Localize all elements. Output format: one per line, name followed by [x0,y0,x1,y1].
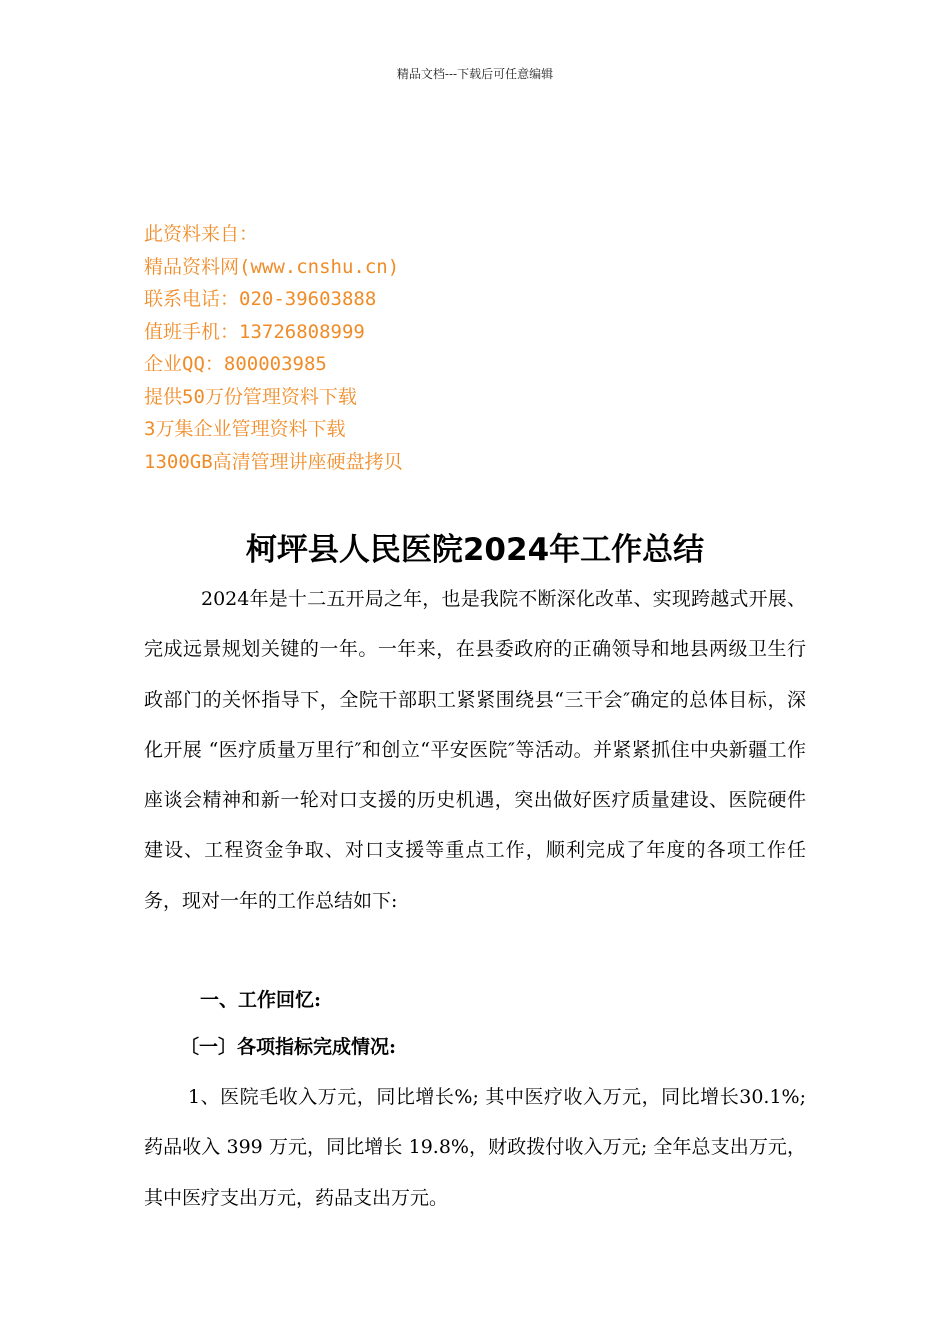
header-note: 精品文档---下载后可任意编辑 [396,67,554,81]
source-line: 值班手机：13726808999 [144,320,365,343]
source-line: 提供50万份管理资料下载 [144,385,357,408]
indicator-paragraph: 1、医院毛收入万元，同比增长%; 其中医疗收入万元，同比增长30.1%; 药品收入 399 万元，同比增长 19.8%，财政拨付收入万元; 全年总支出万元，其中医疗支出万元，药品支出万元。 [144,1086,806,1209]
source-line: 此资料来自： [144,223,259,245]
source-line: 联系电话：020-39603888 [144,288,377,310]
source-info-block [144,218,804,478]
subsection-heading: 〔一〕各项指标完成情况: [180,1036,397,1058]
source-line: 精品资料网(www.cnshu.cn) [144,255,400,278]
source-line: 1300GB高清管理讲座硬盘拷贝 [144,450,403,473]
section-heading: 一、工作回忆: [200,989,322,1011]
source-line: 企业QQ：800003985 [144,353,327,375]
intro-paragraph: 2024年是十二五开局之年，也是我院不断深化改革、实现跨越式开展、完成远景规划关键的一年。一年来，在县委政府的正确领导和地县两级卫生行政部门的关怀指导下，全院干部职工紧紧围绕县“三干会″确定的总体目标，深化开展 “医疗质量万里行″和创立“平安医院″等活动。并紧紧抓住中央新疆工作座谈会精神和新一轮对口支援的历史机遇，突出做好医疗质量建设、医院硬件建设、工程资金争取、对口支援等重点工作，顺利完成了年度的各项工作任务，现对一年的工作总结如下: [144,588,806,912]
document-title: 柯坪县人民医院2024年工作总结 [245,532,705,568]
source-line: 3万集企业管理资料下载 [144,418,346,440]
